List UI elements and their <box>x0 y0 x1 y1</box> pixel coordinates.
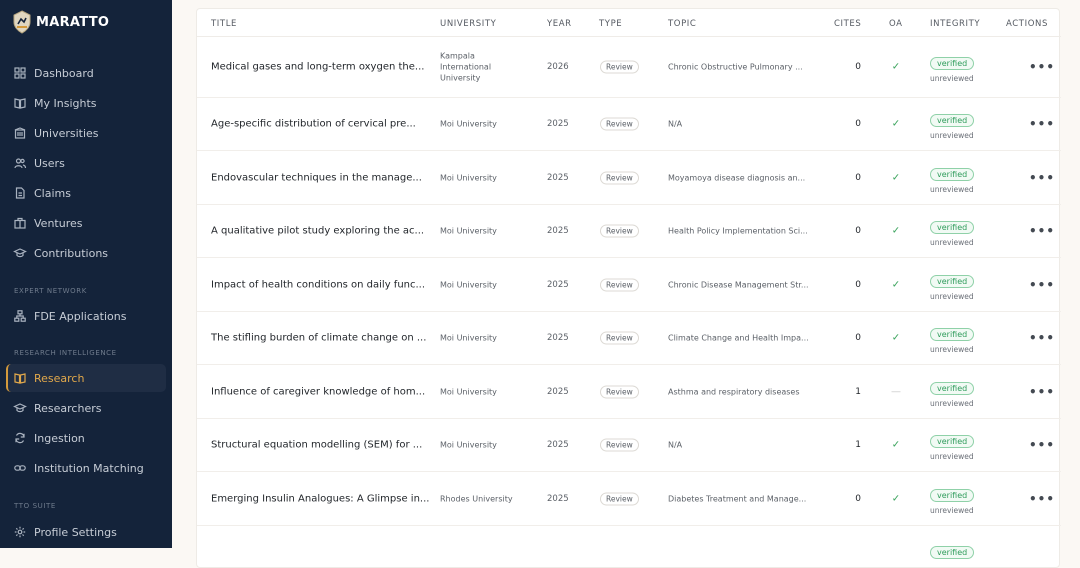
row-type-badge: Review <box>600 118 639 131</box>
sidebar-item-label: My Insights <box>34 96 97 110</box>
row-cites: 0 <box>855 172 861 183</box>
gear-icon <box>14 526 26 538</box>
column-header-cites[interactable]: CITES <box>834 19 862 29</box>
integrity-status-badge: verified <box>930 546 974 559</box>
row-university: Moi University <box>440 226 497 236</box>
review-status: unreviewed <box>930 291 974 301</box>
graduation-cap-icon <box>14 402 26 414</box>
row-integrity <box>930 483 990 515</box>
row-year: 2025 <box>547 440 569 450</box>
sidebar-item-institution-matching[interactable] <box>6 454 166 482</box>
sidebar-item-label: Profile Settings <box>34 525 117 539</box>
row-university: Moi University <box>440 173 497 182</box>
review-status: unreviewed <box>930 398 974 408</box>
row-topic: N/A <box>668 440 683 450</box>
sidebar-item-label: Users <box>34 156 65 170</box>
open-access-check-icon: ✓ <box>891 118 901 130</box>
review-status: unreviewed <box>930 452 974 461</box>
research-table <box>196 8 1060 568</box>
table-row[interactable] <box>197 419 1061 472</box>
briefcase-icon <box>14 217 26 229</box>
sidebar-item-label: Universities <box>34 126 99 140</box>
review-status: unreviewed <box>930 505 974 515</box>
row-integrity <box>930 540 990 559</box>
row-year: 2025 <box>547 386 569 397</box>
row-university: Moi University <box>440 280 497 289</box>
table-row[interactable] <box>197 472 1061 526</box>
row-topic: N/A <box>668 119 683 129</box>
users-icon <box>14 157 26 169</box>
review-status: unreviewed <box>930 345 974 354</box>
brand-logo[interactable] <box>12 10 109 34</box>
row-cites: 0 <box>855 62 861 72</box>
row-topic: Chronic Disease Management Str... <box>668 280 809 289</box>
row-type-badge: Review <box>600 385 639 398</box>
sidebar-item-label: Ventures <box>34 216 83 230</box>
integrity-status-badge: verified <box>930 221 974 234</box>
review-status: unreviewed <box>930 238 974 247</box>
row-title[interactable]: Impact of health conditions on daily func... <box>211 279 426 290</box>
section-label-research-intelligence: RESEARCH INTELLIGENCE <box>14 349 117 357</box>
sidebar-item-ventures[interactable] <box>6 209 166 237</box>
open-access-check-icon: ✓ <box>891 493 901 504</box>
integrity-status-badge: verified <box>930 435 974 448</box>
integrity-status-badge: verified <box>930 328 974 341</box>
sidebar-item-label: FDE Applications <box>34 309 127 323</box>
section-label-tto-suite: TTO SUITE <box>14 502 56 510</box>
sidebar-item-label: Researchers <box>34 401 102 415</box>
sidebar-item-research[interactable] <box>6 364 166 392</box>
column-header-integrity[interactable]: INTEGRITY <box>930 19 981 29</box>
open-access-check-icon: ✓ <box>891 172 901 183</box>
more-actions-icon[interactable]: ••• <box>1029 224 1056 238</box>
row-topic: Health Policy Implementation Sci... <box>668 226 808 236</box>
row-title[interactable]: Influence of caregiver knowledge of hom... <box>211 386 426 397</box>
sidebar-item-claims[interactable] <box>6 179 166 207</box>
row-cites: 0 <box>855 279 861 290</box>
sidebar <box>0 0 172 548</box>
row-year: 2025 <box>547 172 569 183</box>
review-status: unreviewed <box>930 184 974 194</box>
row-year: 2025 <box>547 333 569 343</box>
row-year: 2025 <box>547 493 569 504</box>
row-type-badge: Review <box>600 61 639 74</box>
sidebar-item-label: Dashboard <box>34 66 94 80</box>
table-row[interactable] <box>197 312 1061 365</box>
table-row[interactable] <box>197 37 1061 98</box>
row-cites: 0 <box>855 333 861 343</box>
row-type-badge: Review <box>600 332 639 345</box>
row-cites: 1 <box>855 386 861 397</box>
row-integrity <box>930 376 990 408</box>
book-icon <box>14 97 26 109</box>
sidebar-item-researchers[interactable] <box>6 394 166 422</box>
row-topic: Chronic Obstructive Pulmonary ... <box>668 62 803 72</box>
row-title[interactable]: Structural equation modelling (SEM) for ... <box>211 439 423 451</box>
row-integrity <box>930 108 990 140</box>
row-cites: 0 <box>855 119 861 129</box>
column-header-university[interactable]: UNIVERSITY <box>440 19 497 29</box>
row-university: Kampala International University <box>440 51 492 83</box>
sidebar-item-label: Claims <box>34 186 71 200</box>
open-access-none-indicator: — <box>891 386 901 397</box>
more-actions-icon[interactable]: ••• <box>1029 170 1056 185</box>
shield-logo-icon <box>12 10 32 34</box>
table-row[interactable] <box>197 205 1061 258</box>
row-type-badge: Review <box>600 225 639 238</box>
open-access-check-icon: ✓ <box>891 439 901 451</box>
table-row[interactable] <box>197 98 1061 151</box>
sidebar-item-universities[interactable] <box>6 119 166 147</box>
sidebar-item-label: Contributions <box>34 246 109 260</box>
refresh-icon <box>14 432 26 444</box>
sidebar-item-contributions[interactable] <box>6 239 166 267</box>
row-university: Moi University <box>440 387 497 396</box>
row-topic: Diabetes Treatment and Manage... <box>668 494 807 503</box>
row-university: Moi University <box>440 440 497 450</box>
row-type-badge: Review <box>600 278 639 291</box>
more-actions-icon[interactable]: ••• <box>1029 491 1056 506</box>
row-title[interactable]: Medical gases and long-term oxygen the... <box>211 61 425 73</box>
sidebar-item-users[interactable] <box>6 149 166 177</box>
row-title[interactable]: Emerging Insulin Analogues: A Glimpse in... <box>211 493 430 504</box>
book-open-icon <box>14 372 26 384</box>
sidebar-item-ingestion[interactable] <box>6 424 166 452</box>
row-integrity <box>930 269 990 301</box>
integrity-status-badge: verified <box>930 489 974 502</box>
table-row[interactable] <box>197 526 1061 556</box>
more-actions-icon[interactable]: ••• <box>1029 438 1056 452</box>
open-access-check-icon: ✓ <box>891 279 901 290</box>
sidebar-item-label: Ingestion <box>34 431 85 445</box>
column-header-actions: ACTIONS <box>1006 19 1048 29</box>
review-status: unreviewed <box>930 131 974 140</box>
row-year: 2025 <box>547 279 569 290</box>
sidebar-item-dashboard[interactable] <box>6 59 166 87</box>
more-actions-icon[interactable]: ••• <box>1029 277 1056 292</box>
integrity-status-badge: verified <box>930 382 974 395</box>
row-title[interactable]: Age-specific distribution of cervical pre... <box>211 118 416 130</box>
graduation-cap-icon <box>14 247 26 259</box>
review-status: unreviewed <box>930 74 974 83</box>
row-topic: Climate Change and Health Impa... <box>668 333 809 343</box>
row-university: Moi University <box>440 119 497 129</box>
row-integrity <box>930 322 990 354</box>
more-actions-icon[interactable]: ••• <box>1029 60 1056 74</box>
sidebar-item-fde-applications[interactable] <box>6 302 166 330</box>
column-header-topic[interactable]: TOPIC <box>668 19 697 29</box>
dashboard-icon <box>14 67 26 79</box>
row-type-badge: Review <box>600 439 639 452</box>
open-access-check-icon: ✓ <box>891 61 901 73</box>
network-icon <box>14 310 26 322</box>
integrity-status-badge: verified <box>930 57 974 70</box>
building-icon <box>14 127 26 139</box>
row-integrity <box>930 51 990 83</box>
table-row[interactable] <box>197 258 1061 312</box>
row-year: 2025 <box>547 226 569 236</box>
column-header-oa[interactable]: OA <box>889 19 903 29</box>
sidebar-item-profile-settings[interactable] <box>6 518 166 546</box>
row-type-badge: Review <box>600 492 639 505</box>
row-title[interactable]: Endovascular techniques in the manage... <box>211 172 422 183</box>
document-icon <box>14 187 26 199</box>
open-access-check-icon: ✓ <box>891 332 901 344</box>
row-cites: 0 <box>855 226 861 236</box>
column-header-year[interactable]: YEAR <box>547 19 572 29</box>
open-access-check-icon: ✓ <box>891 225 901 237</box>
table-row[interactable] <box>197 151 1061 205</box>
link-icon <box>14 462 26 474</box>
column-header-type[interactable]: TYPE <box>599 19 623 29</box>
column-header-title[interactable]: TITLE <box>211 19 237 29</box>
section-label-expert-network: EXPERT NETWORK <box>14 287 87 295</box>
row-topic: Asthma and respiratory diseases <box>668 387 800 396</box>
row-title[interactable]: A qualitative pilot study exploring the ac... <box>211 225 425 237</box>
integrity-status-badge: verified <box>930 114 974 127</box>
row-type-badge: Review <box>600 171 639 184</box>
row-year: 2026 <box>547 62 569 72</box>
row-cites: 0 <box>855 493 861 504</box>
table-header <box>197 9 1061 37</box>
more-actions-icon[interactable]: ••• <box>1029 384 1056 399</box>
sidebar-item-label: Institution Matching <box>34 461 144 475</box>
brand-name: MARATTO <box>36 14 110 30</box>
integrity-status-badge: verified <box>930 275 974 288</box>
row-topic: Moyamoya disease diagnosis an... <box>668 173 806 182</box>
row-university: Rhodes University <box>440 494 513 503</box>
row-cites: 1 <box>855 440 861 450</box>
sidebar-item-label: Research <box>34 371 85 385</box>
sidebar-item-my-insights[interactable] <box>6 89 166 117</box>
row-year: 2025 <box>547 119 569 129</box>
row-university: Moi University <box>440 333 497 343</box>
row-integrity <box>930 429 990 461</box>
integrity-status-badge: verified <box>930 168 974 181</box>
table-row[interactable] <box>197 365 1061 419</box>
more-actions-icon[interactable]: ••• <box>1029 331 1056 345</box>
row-integrity <box>930 162 990 194</box>
more-actions-icon[interactable]: ••• <box>1029 117 1056 131</box>
row-integrity <box>930 215 990 247</box>
row-title[interactable]: The stifling burden of climate change on ... <box>211 332 427 344</box>
